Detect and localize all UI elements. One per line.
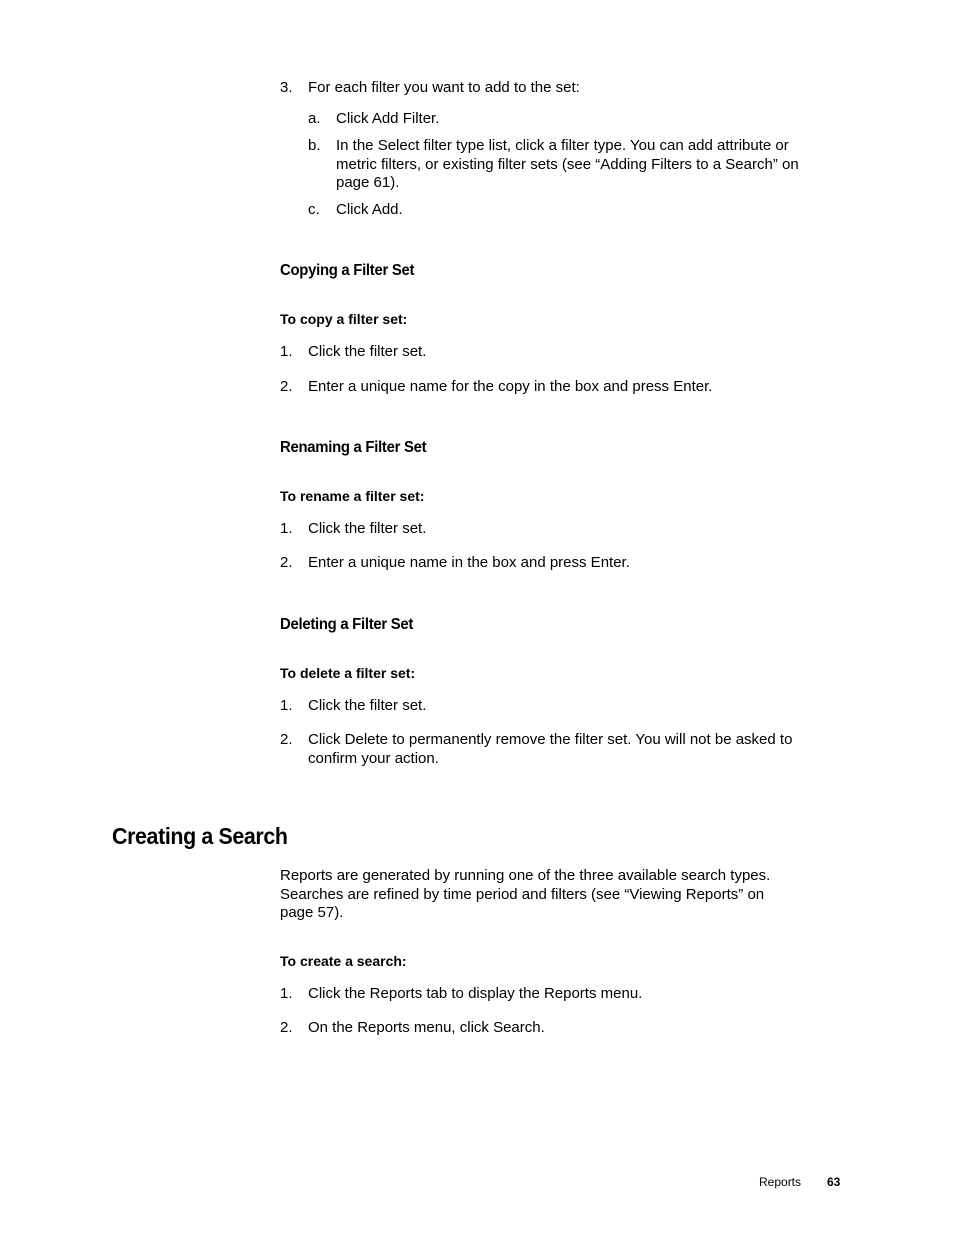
section-heading: Renaming a Filter Set	[280, 439, 427, 456]
step-number: 2.	[280, 731, 293, 748]
step-text: Enter a unique name for the copy in the box and press Enter.	[308, 378, 713, 395]
substep-letter: c.	[308, 201, 320, 218]
procedure-heading: To delete a filter set:	[280, 665, 416, 681]
section-heading: Copying a Filter Set	[280, 262, 415, 279]
step-text: On the Reports menu, click Search.	[308, 1019, 545, 1036]
procedure-heading: To copy a filter set:	[280, 311, 408, 327]
step-text: Enter a unique name in the box and press Enter.	[308, 554, 630, 571]
step-text: Click the Reports tab to display the Reports menu.	[308, 985, 643, 1002]
substep-letter: b.	[308, 137, 321, 154]
page-number: 63	[827, 1175, 841, 1189]
step-text: Click the filter set.	[308, 343, 427, 360]
substep-text: In the Select filter type list, click a filter type. You can add attribute or metric filters, or existing filter sets (see “Adding Filters to a Search” on page 61).	[336, 137, 799, 191]
substep-text: Click Add Filter.	[336, 110, 440, 127]
procedure-heading: To create a search:	[280, 953, 407, 969]
step-number: 3.	[280, 79, 293, 96]
procedure-heading: To rename a filter set:	[280, 488, 425, 504]
substep-text: Click Add.	[336, 201, 403, 218]
chapter-heading: Creating a Search	[112, 823, 288, 849]
step-number: 1.	[280, 343, 293, 360]
substep-letter: a.	[308, 110, 321, 127]
step-text: For each filter you want to add to the set:	[308, 79, 580, 96]
step-number: 2.	[280, 378, 293, 395]
step-number: 1.	[280, 697, 293, 714]
intro-paragraph: Reports are generated by running one of the three available search types. Searches are refined by time period and filters (see “Viewing Reports” on page 57).	[280, 867, 771, 921]
section-heading: Deleting a Filter Set	[280, 616, 414, 633]
step-text: Click Delete to permanently remove the filter set. You will not be asked to confirm your action.	[308, 731, 793, 767]
step-text: Click the filter set.	[308, 520, 427, 537]
step-text: Click the filter set.	[308, 697, 427, 714]
step-number: 2.	[280, 1019, 293, 1036]
step-number: 1.	[280, 985, 293, 1002]
step-number: 1.	[280, 520, 293, 537]
step-number: 2.	[280, 554, 293, 571]
footer-section-label: Reports	[759, 1175, 802, 1189]
